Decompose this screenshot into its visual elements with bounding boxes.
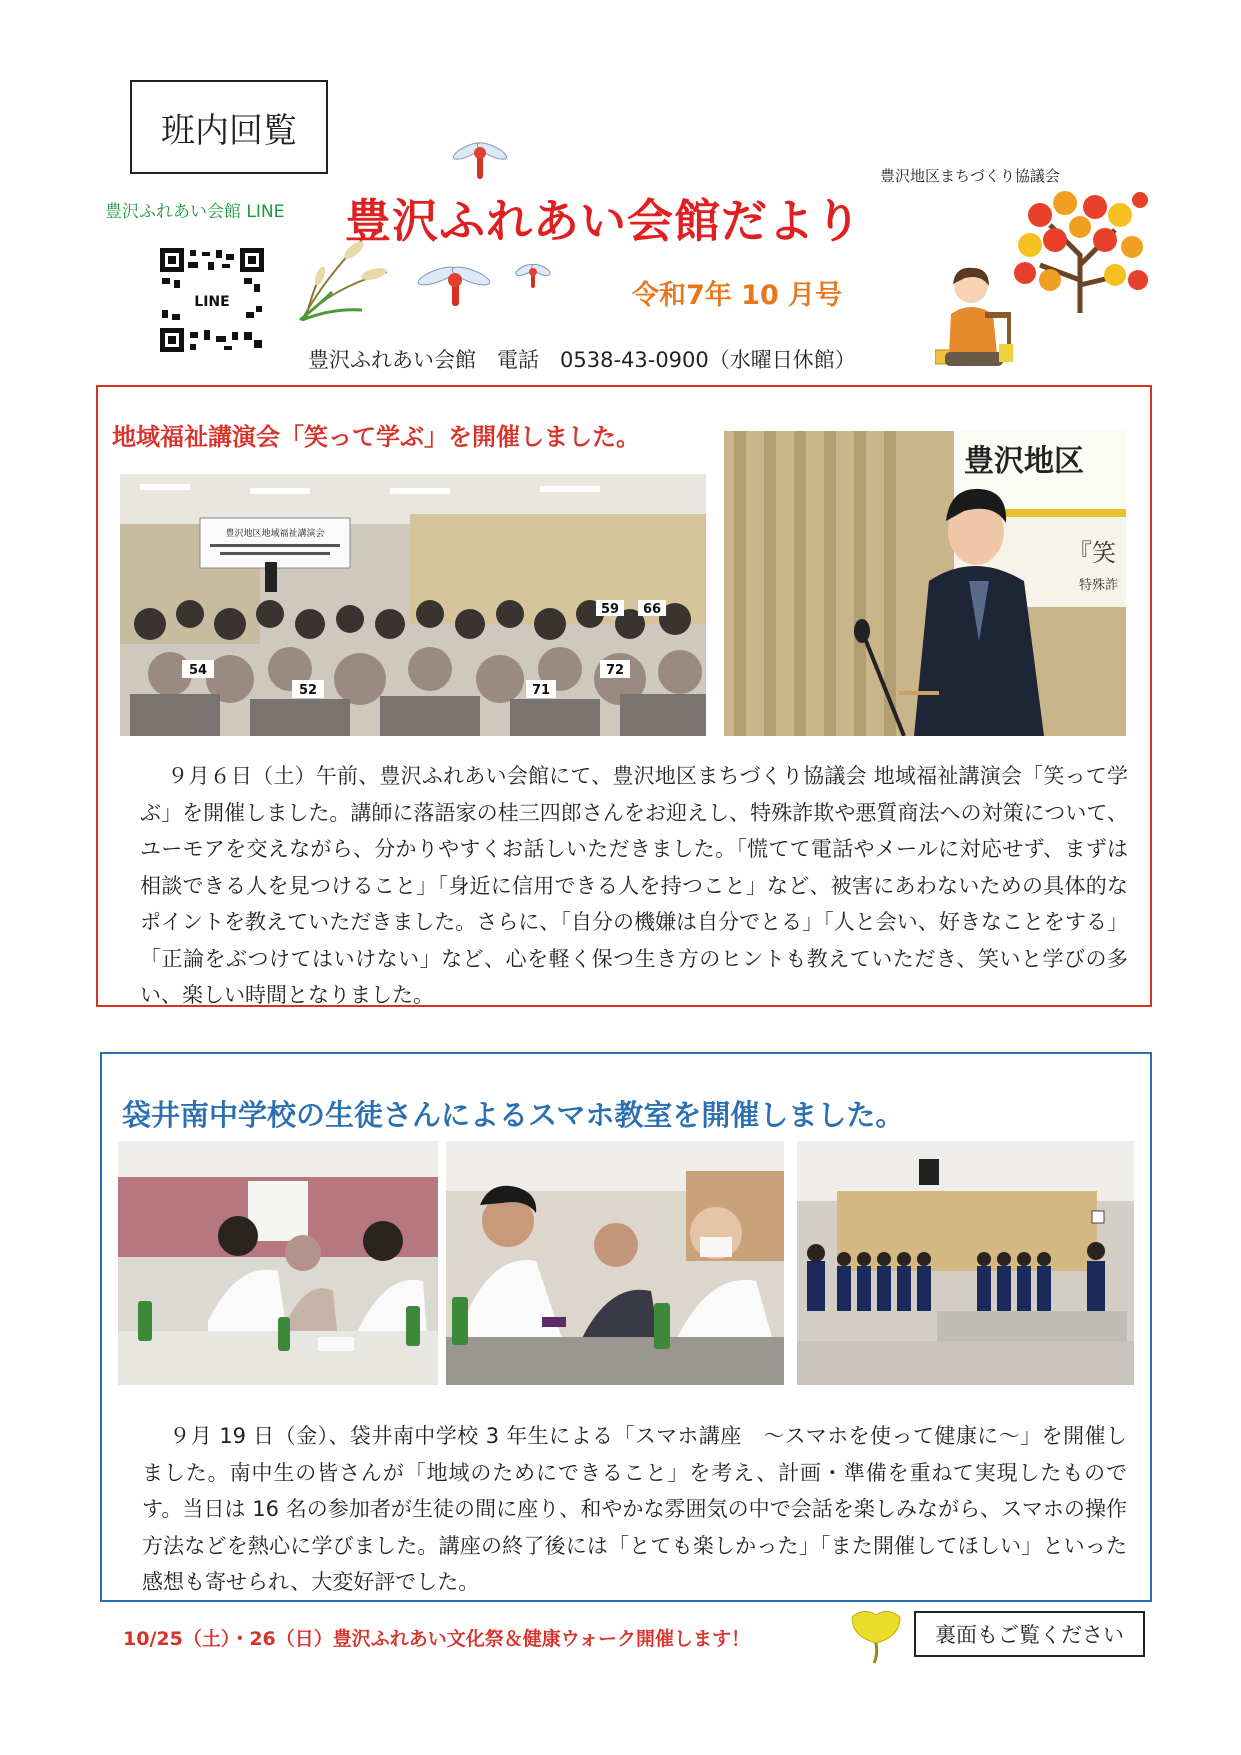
svg-text:54: 54 bbox=[188, 663, 208, 678]
svg-text:72: 72 bbox=[605, 663, 625, 678]
dragonfly-icon bbox=[415, 262, 495, 308]
maple-tree-icon bbox=[1010, 185, 1150, 315]
issue-label: 令和7年 10 月号 bbox=[632, 280, 843, 311]
line-label: 豊沢ふれあい会館 LINE bbox=[105, 202, 285, 222]
council-label: 豊沢地区まちづくり協議会 bbox=[880, 167, 1060, 185]
article-2-body: ９月 19 日（金）、袋井南中学校 3 年生による「スマホ講座 ～スマホを使って健康に～」を開催しました。南中生の皆さんが「地域のためにできること」を考え、計画・準備を重ねて実現したものです。当日は 16 名の参加者が生徒の間に座り、和やかな雰囲気の中で会話を楽しみながら、スマホの操作方法などを熱心に学びました。講座の終了後には「とても楽しかった」「また開催してほしい」といった感想も寄せられ、大変好評でした。 bbox=[142, 1424, 1127, 1594]
rakugo-performer-icon bbox=[935, 262, 1015, 372]
svg-text:豊沢地区地域福祉講演会: 豊沢地区地域福祉講演会 bbox=[225, 529, 325, 539]
newsletter-title: 豊沢ふれあい会館だより bbox=[345, 194, 862, 248]
circulation-label: 班内回覧 bbox=[130, 80, 328, 174]
article-1-heading: 地域福祉講演会「笑って学ぶ」を開催しました。 bbox=[112, 423, 640, 451]
smartphone-class-photo-1 bbox=[118, 1141, 438, 1385]
svg-text:特殊詐: 特殊詐 bbox=[1079, 578, 1119, 593]
svg-text:豊沢地区: 豊沢地区 bbox=[964, 444, 1084, 479]
svg-text:『笑: 『笑 bbox=[1068, 539, 1116, 567]
dragonfly-icon bbox=[450, 135, 510, 181]
smartphone-class-photo-3 bbox=[797, 1141, 1134, 1385]
lecturer-photo bbox=[724, 431, 1126, 736]
svg-text:71: 71 bbox=[531, 683, 551, 698]
article-2-heading: 袋井南中学校の生徒さんによるスマホ教室を開催しました。 bbox=[122, 1098, 905, 1132]
svg-text:LINE: LINE bbox=[194, 294, 230, 310]
event-announcement: 10/25（土）・26（日）豊沢ふれあい文化祭＆健康ウォーク開催します！ bbox=[123, 1628, 751, 1650]
see-back-label: 裏面もご覧ください bbox=[914, 1611, 1145, 1657]
article-1-body: ９月６日（土）午前、豊沢ふれあい会館にて、豊沢地区まちづくり協議会 地域福祉講演会「笑って学ぶ」を開催しました。講師に落語家の桂三四郎さんをお迎えし、特殊詐欺や悪質商法への対策について、ユーモアを交えながら、分かりやすくお話しいただきました。「慌てて電話やメールに対応せず、まずは相談できる人を見つけること」「身近に信用できる人を持つこと」など、被害にあわないための具体的なポイントを教えていただきました。さらに、「自分の機嫌は自分でとる」「人と会い、好きなことをする」「正論をぶつけてはいけない」など、心を軽く保つ生き方のヒントも教えていただき、笑いと学びの多い、楽しい時間となりました。 bbox=[140, 764, 1128, 1007]
svg-text:66: 66 bbox=[642, 602, 662, 617]
svg-text:52: 52 bbox=[298, 683, 318, 698]
contact-info: 豊沢ふれあい会館 電話 0538-43-0900（水曜日休館） bbox=[308, 348, 856, 372]
smartphone-class-photo-2 bbox=[446, 1141, 784, 1385]
lecture-hall-photo bbox=[120, 474, 706, 736]
svg-text:59: 59 bbox=[600, 602, 620, 617]
dragonfly-icon bbox=[513, 260, 553, 290]
ginkgo-leaf-icon bbox=[848, 1603, 904, 1665]
line-qr-code[interactable] bbox=[160, 248, 264, 352]
